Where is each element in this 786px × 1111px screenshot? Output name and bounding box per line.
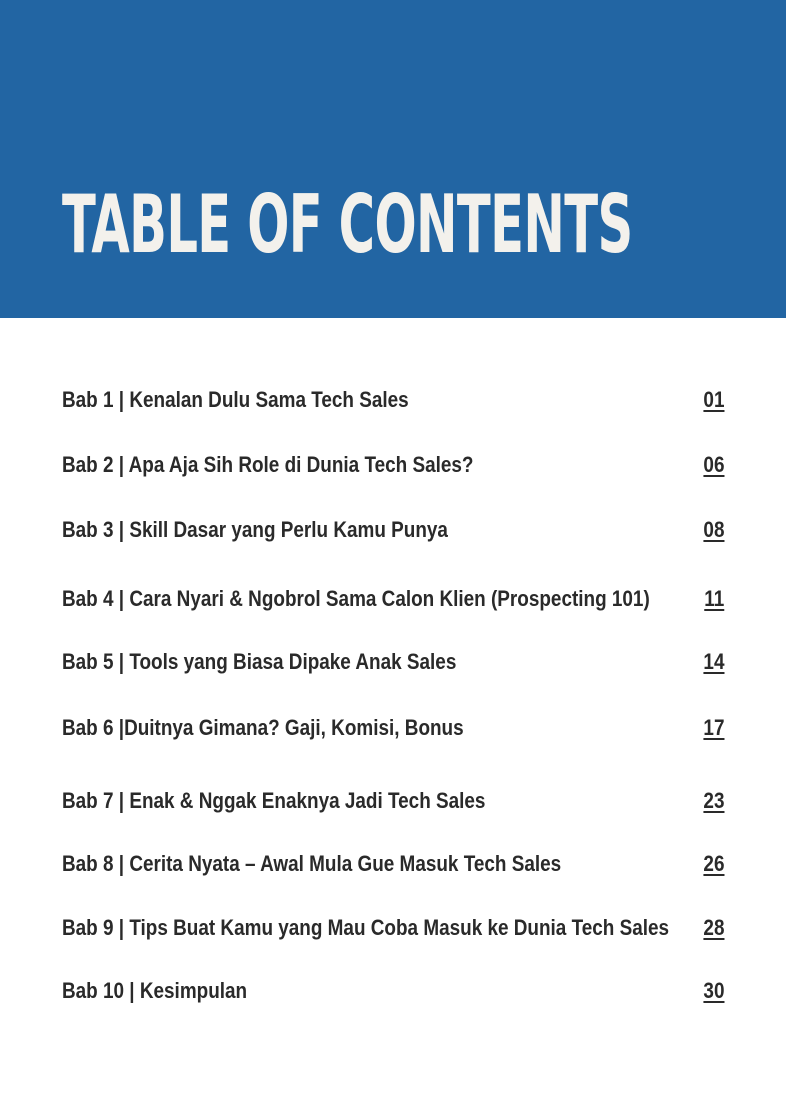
toc-entry-label: Bab 5 | Tools yang Biasa Dipake Anak Sales (62, 649, 457, 674)
page-title: TABLE OF CONTENTS (62, 178, 633, 271)
toc-entry-page-number[interactable]: 28 (702, 915, 724, 940)
toc-entry-bab-8[interactable] (62, 849, 724, 879)
toc-entry-page-number[interactable]: 14 (702, 649, 724, 674)
toc-entry-label: Bab 4 | Cara Nyari & Ngobrol Sama Calon Klien (Prospecting 101) (62, 586, 650, 611)
toc-entry-bab-10[interactable] (62, 976, 724, 1006)
toc-entry-label: Bab 3 | Skill Dasar yang Perlu Kamu Punya (62, 517, 448, 542)
toc-entry-bab-1[interactable] (62, 385, 724, 415)
toc-entry-bab-3[interactable] (62, 515, 724, 545)
toc-entry-page-number[interactable]: 11 (703, 586, 724, 611)
toc-entry-label: Bab 7 | Enak & Nggak Enaknya Jadi Tech Sales (62, 788, 486, 813)
toc-entry-page-number[interactable]: 08 (702, 517, 724, 542)
toc-entry-label: Bab 1 | Kenalan Dulu Sama Tech Sales (62, 387, 409, 412)
toc-entry-page-number[interactable]: 01 (702, 387, 724, 412)
toc-entry-bab-6[interactable] (62, 713, 724, 743)
toc-entry-label: Bab 6 |Duitnya Gimana? Gaji, Komisi, Bonus (62, 715, 464, 740)
toc-entry-page-number[interactable]: 06 (702, 452, 724, 477)
toc-entry-page-number[interactable]: 30 (702, 978, 724, 1003)
toc-entry-bab-9[interactable] (62, 913, 724, 943)
toc-entry-bab-4[interactable] (62, 584, 724, 614)
toc-entry-label: Bab 9 | Tips Buat Kamu yang Mau Coba Masuk ke Dunia Tech Sales (62, 915, 670, 940)
toc-entry-bab-2[interactable] (62, 450, 724, 480)
toc-entry-bab-7[interactable] (62, 786, 724, 816)
toc-entry-page-number[interactable]: 17 (702, 715, 724, 740)
toc-entry-page-number[interactable]: 23 (702, 788, 724, 813)
toc-entry-bab-5[interactable] (62, 647, 724, 677)
toc-entry-label: Bab 8 | Cerita Nyata – Awal Mula Gue Masuk Tech Sales (62, 851, 562, 876)
toc-entry-label: Bab 2 | Apa Aja Sih Role di Dunia Tech Sales? (62, 452, 474, 477)
toc-entry-page-number[interactable]: 26 (702, 851, 724, 876)
toc-entry-label: Bab 10 | Kesimpulan (62, 978, 248, 1003)
